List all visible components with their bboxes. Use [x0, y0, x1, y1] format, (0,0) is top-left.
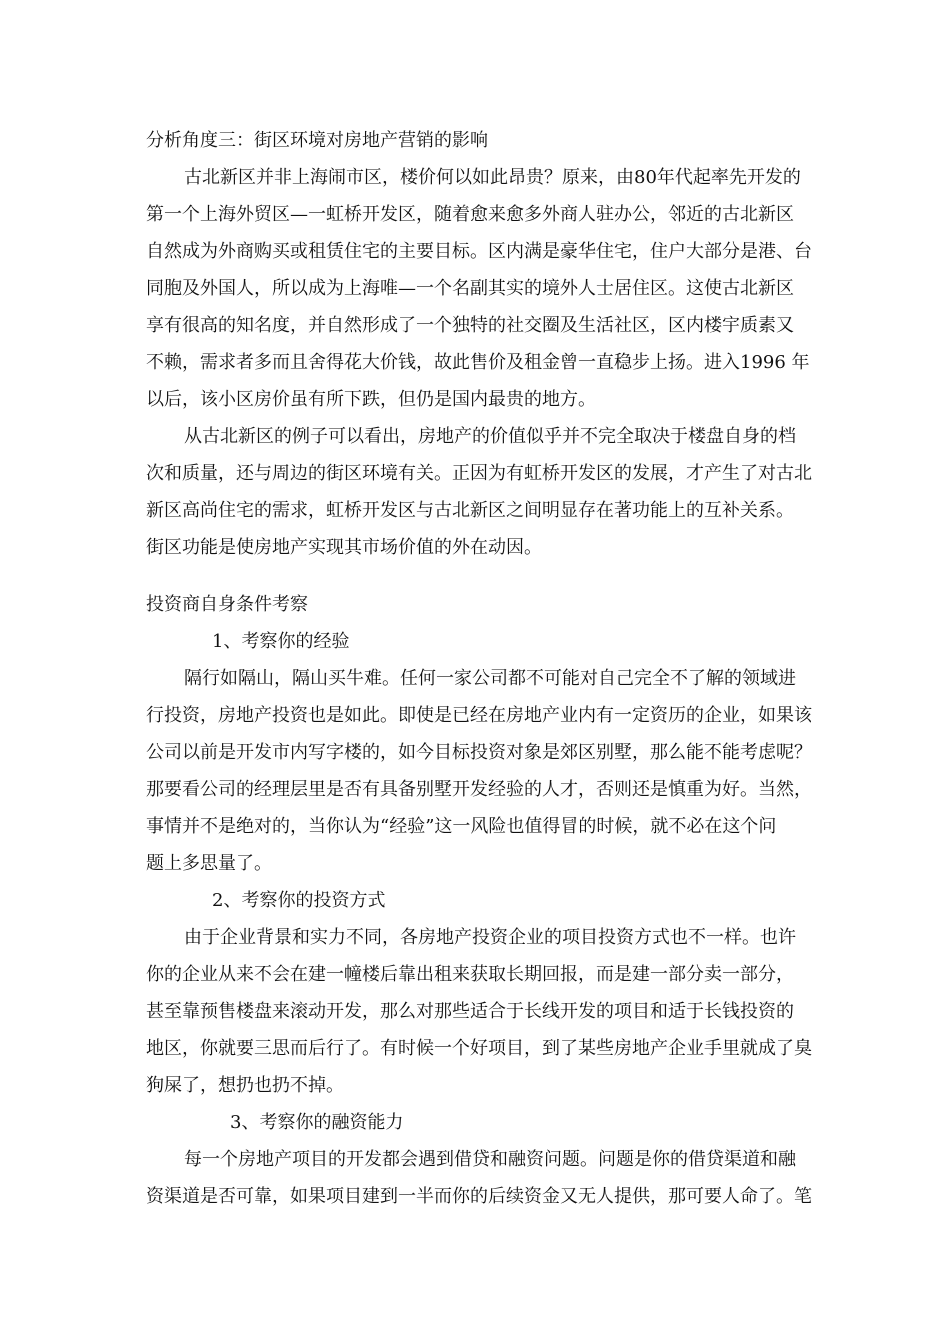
paragraph-line: 由于企业背景和实力不同，各房地产投资企业的项目投资方式也不一样。也许: [184, 927, 796, 948]
section-heading-investor-conditions: 投资商自身条件考察: [146, 594, 308, 615]
paragraph-line: 你的企业从来不会在建一幢楼后靠出租来获取长期回报，而是建一部分卖一部分，: [146, 964, 794, 985]
paragraph-line: 那要看公司的经理层里是否有具备别墅开发经验的人才，否则还是慎重为好。当然，: [146, 779, 812, 800]
paragraph-line: 从古北新区的例子可以看出，房地产的价值似乎并不完全取决于楼盘自身的档: [184, 426, 796, 447]
paragraph-line: 自然成为外商购买或租赁住宅的主要目标。区内满是豪华住宅，住户大部分是港、台: [146, 241, 812, 262]
subheading-investment-method: 2、考察你的投资方式: [212, 890, 386, 911]
paragraph-line: 同胞及外国人，所以成为上海唯—一个名副其实的境外人士居住区。这使古北新区: [146, 278, 794, 299]
paragraph-line: 古北新区并非上海闹市区，楼价何以如此昂贵？原来，由80年代起率先开发的: [184, 167, 801, 188]
section-heading-street-environment: 分析角度三：街区环境对房地产营销的影响: [146, 130, 488, 151]
paragraph-line: 隔行如隔山，隔山买牛难。任何一家公司都不可能对自己完全不了解的领域进: [184, 668, 796, 689]
paragraph-line: 狗屎了，想扔也扔不掉。: [146, 1075, 344, 1096]
paragraph-line: 公司以前是开发市内写字楼的，如今目标投资对象是郊区别墅，那么能不能考虑呢？: [146, 742, 812, 763]
paragraph-line: 享有很高的知名度，并自然形成了一个独特的社交圈及生活社区，区内楼宇质素又: [146, 315, 794, 336]
paragraph-line: 甚至靠预售楼盘来滚动开发，那么对那些适合于长线开发的项目和适于长钱投资的: [146, 1001, 794, 1022]
paragraph-line: 以后，该小区房价虽有所下跌，但仍是国内最贵的地方。: [146, 389, 596, 410]
subheading-financing-ability: 3、考察你的融资能力: [230, 1112, 404, 1133]
paragraph-line: 事情并不是绝对的，当你认为“经验”这一风险也值得冒的时候，就不必在这个问: [146, 816, 777, 837]
subheading-experience: 1、考察你的经验: [212, 631, 350, 652]
paragraph-line: 街区功能是使房地产实现其市场价值的外在动因。: [146, 537, 542, 558]
paragraph-line: 次和质量，还与周边的街区环境有关。正因为有虹桥开发区的发展，才产生了对古北: [146, 463, 812, 484]
paragraph-line: 第一个上海外贸区—一虹桥开发区，随着愈来愈多外商人驻办公，邻近的古北新区: [146, 204, 794, 225]
paragraph-line: 每一个房地产项目的开发都会遇到借贷和融资问题。问题是你的借贷渠道和融: [184, 1149, 796, 1170]
paragraph-line: 资渠道是否可靠，如果项目建到一半而你的后续资金又无人提供，那可要人命了。笔: [146, 1186, 812, 1207]
paragraph-line: 行投资，房地产投资也是如此。即使是已经在房地产业内有一定资历的企业，如果该: [146, 705, 812, 726]
paragraph-line: 新区高尚住宅的需求，虹桥开发区与古北新区之间明显存在著功能上的互补关系。: [146, 500, 794, 521]
paragraph-line: 题上多思量了。: [146, 853, 272, 874]
paragraph-line: 不赖，需求者多而且舍得花大价钱，故此售价及租金曾一直稳步上扬。进入1996 年: [146, 352, 810, 373]
paragraph-line: 地区，你就要三思而后行了。有时候一个好项目，到了某些房地产企业手里就成了臭: [146, 1038, 812, 1059]
